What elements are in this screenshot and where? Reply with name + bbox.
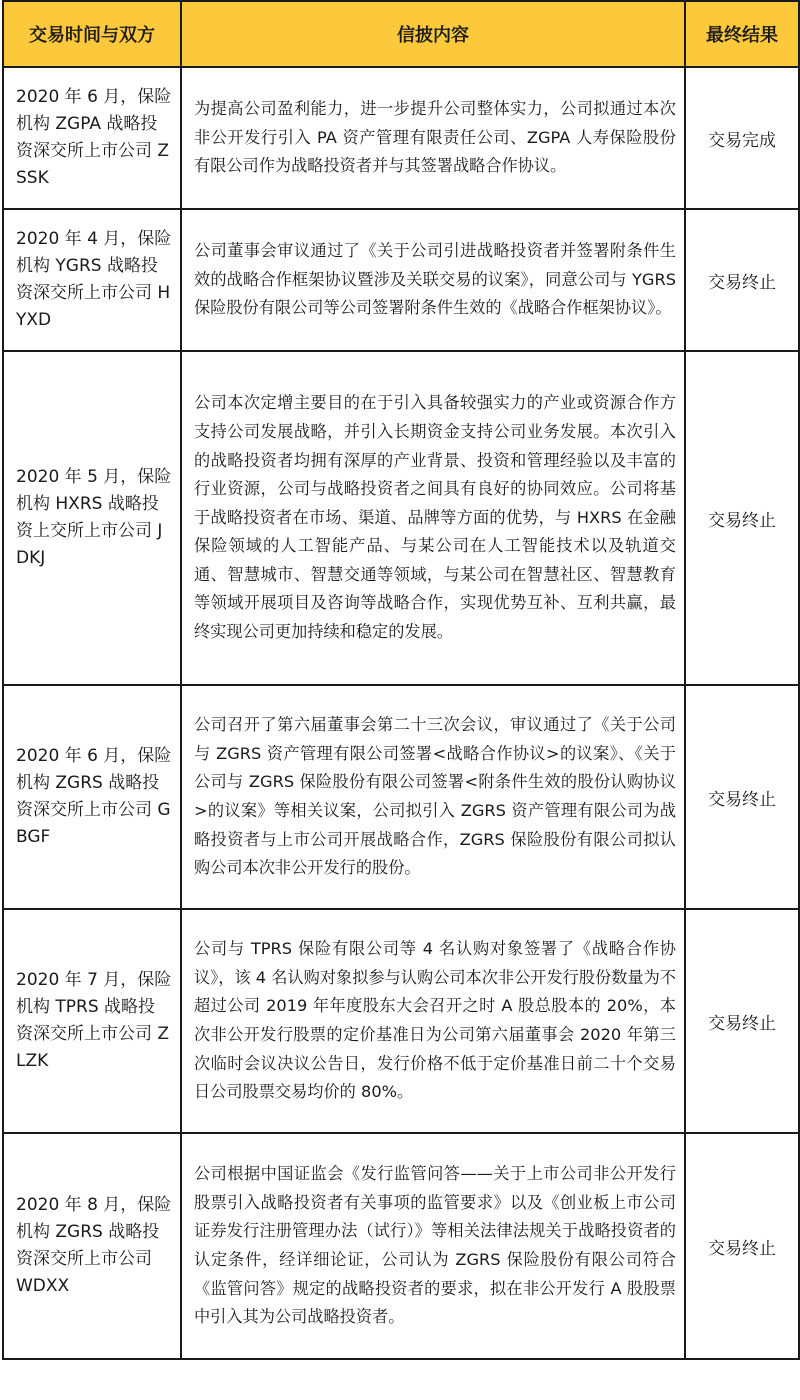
table-row	[3, 67, 799, 209]
table-header-row	[3, 1, 799, 67]
row-date-parties: 2020 年 5 月，保险机构 HXRS 战略投资上交所上市公司 JDKJ	[3, 351, 181, 685]
table-row	[3, 909, 799, 1133]
disclosure-table	[2, 0, 800, 1360]
row-date-parties: 2020 年 6 月，保险机构 ZGRS 战略投资深交所上市公司 GBGF	[3, 685, 181, 909]
header-date-parties: 交易时间与双方	[3, 1, 181, 67]
row-final-result: 交易终止	[685, 1133, 799, 1359]
disclosure-table-container	[2, 0, 798, 1360]
table-row	[3, 685, 799, 909]
row-date-parties: 2020 年 6 月，保险机构 ZGPA 战略投资深交所上市公司 ZSSK	[3, 67, 181, 209]
row-date-parties: 2020 年 8 月，保险机构 ZGRS 战略投资深交所上市公司 WDXX	[3, 1133, 181, 1359]
row-date-parties: 2020 年 4 月，保险机构 YGRS 战略投资深交所上市公司 HYXD	[3, 209, 181, 351]
row-disclosure-content: 公司召开了第六届董事会第二十三次会议，审议通过了《关于公司与 ZGRS 资产管理有限公司签署<战略合作协议>的议案》、《关于公司与 ZGRS 保险股份有限公司签署<附条件生效的股份认购协议>的议案》等相关议案，公司拟引入 ZGRS 资产管理有限公司为战略投资者与上市公司开展战略合作，ZGRS 保险股份有限公司拟认购公司本次非公开发行的股份。	[181, 685, 685, 909]
table-row	[3, 209, 799, 351]
row-final-result: 交易终止	[685, 209, 799, 351]
header-disclosure-content: 信披内容	[181, 1, 685, 67]
header-final-result: 最终结果	[685, 1, 799, 67]
table-row	[3, 351, 799, 685]
row-final-result: 交易终止	[685, 685, 799, 909]
row-final-result: 交易完成	[685, 67, 799, 209]
row-final-result: 交易终止	[685, 909, 799, 1133]
row-disclosure-content: 公司董事会审议通过了《关于公司引进战略投资者并签署附条件生效的战略合作框架协议暨涉及关联交易的议案》，同意公司与 YGRS 保险股份有限公司等公司签署附条件生效的《战略合作框架协议》。	[181, 209, 685, 351]
row-disclosure-content: 公司与 TPRS 保险有限公司等 4 名认购对象签署了《战略合作协议》，该 4 名认购对象拟参与认购公司本次非公开发行股份数量为不超过公司 2019 年年度股东大会召开之时 A 股总股本的 20%，本次非公开发行股票的定价基准日为公司第六届董事会 2020 年第三次临时会议决议公告日，发行价格不低于定价基准日前二十个交易日公司股票交易均价的 80%。	[181, 909, 685, 1133]
row-disclosure-content: 公司根据中国证监会《发行监管问答——关于上市公司非公开发行股票引入战略投资者有关事项的监管要求》以及《创业板上市公司证券发行注册管理办法（试行）》等相关法律法规关于战略投资者的认定条件，经详细论证，公司认为 ZGRS 保险股份有限公司符合《监管问答》规定的战略投资者的要求，拟在非公开发行 A 股股票中引入其为公司战略投资者。	[181, 1133, 685, 1359]
row-disclosure-content: 公司本次定增主要目的在于引入具备较强实力的产业或资源合作方支持公司发展战略，并引入长期资金支持公司业务发展。本次引入的战略投资者均拥有深厚的产业背景、投资和管理经验以及丰富的行业资源，公司与战略投资者之间具有良好的协同效应。公司将基于战略投资者在市场、渠道、品牌等方面的优势，与 HXRS 在金融保险领域的人工智能产品、与某公司在人工智能技术以及轨道交通、智慧城市、智慧交通等领域，与某公司在智慧社区、智慧教育等领域开展项目及咨询等战略合作，实现优势互补、互利共赢，最终实现公司更加持续和稳定的发展。	[181, 351, 685, 685]
row-final-result: 交易终止	[685, 351, 799, 685]
row-disclosure-content: 为提高公司盈利能力，进一步提升公司整体实力，公司拟通过本次非公开发行引入 PA 资产管理有限责任公司、ZGPA 人寿保险股份有限公司作为战略投资者并与其签署战略合作协议。	[181, 67, 685, 209]
table-row	[3, 1133, 799, 1359]
row-date-parties: 2020 年 7 月，保险机构 TPRS 战略投资深交所上市公司 ZLZK	[3, 909, 181, 1133]
